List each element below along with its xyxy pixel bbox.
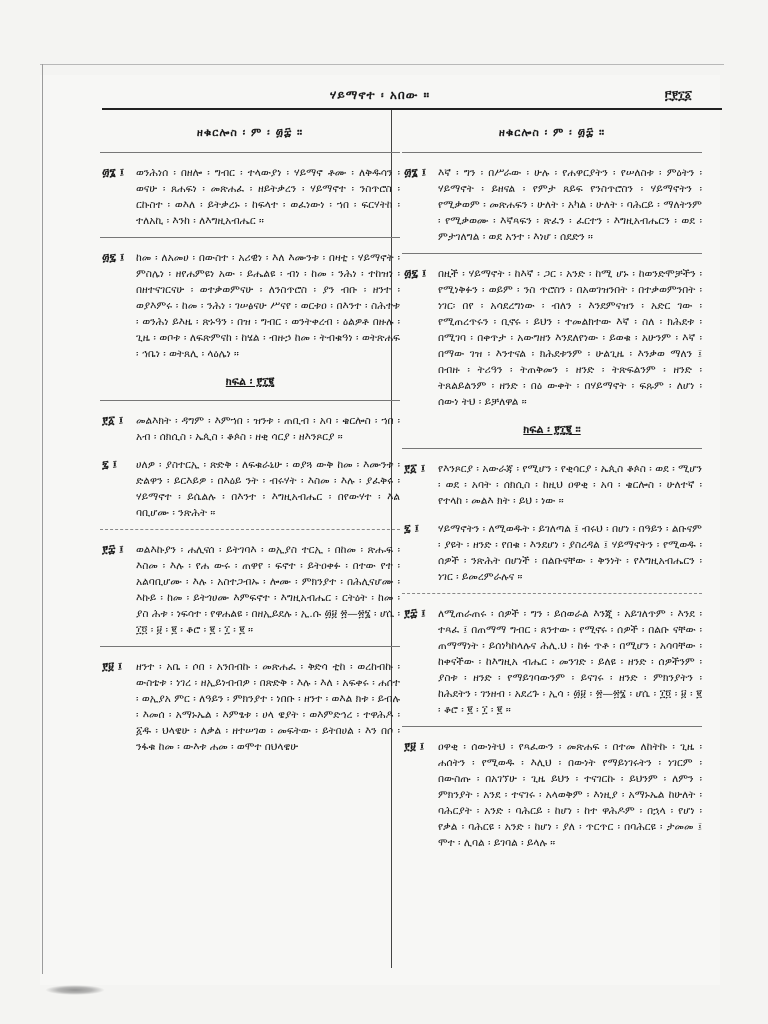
verse-text: ዘንተ ፡ አቤ ፡ ሶበ ፡ አንበብኩ ፡ መጽሐፈ ፡ ቅድሳ ቲከ ፡ ወረከብኩ ፡ ውስቴቱ ፡ ነገረ ፡ ዘኢይነብብዎ ፡ በጽድቅ ፡ እሉ ፡ እለ ፡ አፍቀሩ ፡ ሐሰተ ፡ ወኢያአ ምር ፡ ለዓይን ፡ ምክንያተ ፡ ነበቡ ፡ ዘንተ ፡ ወእል ክቱ ፡ ይብሉ ፡ እመሰ ፡ አማኑኤል ፡ እምፄቱ ፡ ሀላ ዌያት ፡ ወእምድኅረ ፡ ተዋሕዶ ፡ ፩ዱ ፡ ህላዌሁ ፡ ለቃል ፡ ዘተሠገወ ፡ መፍትው ፡ ይትበሀል ፡ እን በሶ ፡ ንፋቁ ከመ ፡ ውእቱ ሐመ ፡ ወሞተ በህላዌሁ (136, 661, 400, 753)
verse (402, 606, 702, 718)
verse-text: እኛ ፡ ግን ፡ በሥራው ፡ ሁሉ ፡ የሐዋርያትን ፡ የሠለስቱ ፡ ምዕትን ፡ ሃይማኖት ፡ ይዘናል ፡ የምታ ጸይፍ የንስጥሮስን ፡ ሃይማኖትን ፡ የሚቃወም ፡ መጽሐፍን ፡ ሁለት ፡ አካል ፡ ሁለት ፡ ባሕርይ ፡ ማለትንም ፡ የሚቃወሙ ፡ እኛጻፍን ፡ ጽፈን ፡ ፈርተን ፡ እግዚአብሔርን ፡ ወደ ፡ ምታገለግል ፡ ወደ አንተ ፡ እነሆ ፡ ሰደድን ። (438, 167, 702, 243)
verse-rule (100, 529, 400, 530)
verse-number: ፯ ፤ (404, 522, 420, 535)
verse (100, 165, 400, 229)
verse-text: ወልእኩያን ፡ ሐሊናሰ ፡ ይትገባእ ፡ ወኢያስ ተርኢ ፡ በከመ ፡ ጽሑፍ ፡ እስመ ፡ እሉ ፡ የሐ ውሩ ፡ ጠዋየ ፡ ፍኖተ ፡ ይትዐቀፉ ፡ በተው የተ ፡ አልባቢሆሙ ፡ እሉ ፡ አስተጋብኡ ፡ ሎሙ ፡ ምክንያተ ፡ በሕሊናሆሙ ፡ እኩይ ፡ ከመ ፡ ይትጎሀሙ እምፍኖተ ፡ እግዚአብሔር ፡ ርትዕት ፡ ከመ ፡ ያስ ሕቱ ፡ ነፍሳተ ፡ የዋሐልዩ ፡ በዘኢይደሉ ፡ ኢ.ሱ ፴፱ ፳—፳፮ ፡ ሆሴ ፡ ፲፬ ፡ ፱ ፡ ፪ ፡ ቆሮ ፡ ፪ ፡ ፲ ፡ ፪ ። (136, 544, 400, 636)
verse-text: መልእክት ፡ ዳግም ፡ እምኀበ ፡ ዝንቱ ፡ ጠቢብ ፡ አባ ፡ ቄርሎስ ፡ ኀበ ፡ አብ ፡ ሰክሲስ ፡ ኤጲስ ፡ ቆጶስ ፡ ዘቂ ሳርያ ፡ ዘእንጾርያ ። (136, 415, 400, 443)
verse-text: ሀለዎ ፡ ያስተርኢ ፡ ጽድቅ ፡ ለፍቁራኒሁ ፡ ወያጓ ውቅ ከመ ፡ እሙንቱ ፡ ድልዋን ፡ ይርእይዎ ፡ በእዕይ ንት ፡ ብሩሃት ፡ እስመ ፡ እሉ ፡ ያፈቅሩ ፡ ሃይማኖተ ፡ ይሴልሉ ፡ በእንተ ፡ እግዚአብሔር ፡ በየውሃተ ፡ እል ባቢሆሙ ፡ ንጽሕት ። (136, 459, 400, 519)
left-column (100, 110, 400, 755)
verse (100, 413, 400, 445)
verse-number: ፴፯ ፤ (102, 251, 125, 264)
verse (100, 457, 400, 521)
verse-number: ፻፱ ፤ (102, 660, 123, 673)
verse-text: ለሚጠራጠሩ ፡ ሰዎች ፡ ግን ፡ ይሰወራል እንጂ ፡ አይገለጥም ፡ እንደ ፡ ተጻፈ ፤ በጠማማ ግብር ፡ ጸንተው ፡ የሚኖሩ ፡ ሰዎች ፡ በልቡ ናቸው ፡ ጠማማነት ፡ ይሰነካከላሉና ሕሊ.ህ ፡ ከፉ ጥቶ ፡ በሚሆን ፡ አሳባቸው ፡ ከቀናችው ፡ ከእግዚአ ብሔር ፡ መንገድ ፡ ይለዩ ፡ ዘንድ ፡ ሰዎችንም ፡ ያስቱ ፡ ዘንድ ፡ የማይገባውንም ፡ ይናገሩ ፡ ዘንድ ፡ ምክንያትን ፡ ከሕደትን ፡ ገንዘብ ፡ አደረጉ ፡ ኢሳ ፡ ፴፱ ፡ ፳—፳፮ ፡ ሆሴ ፡ ፲፬ ፡ ፱ ፡ ፪ ፡ ቆሮ ፡ ፪ ፡ ፲ ፡ ፪ ። (438, 608, 702, 716)
verse-number: ፴፮ ፤ (404, 166, 427, 179)
verse-rule (100, 646, 400, 647)
verse-number: ፻፩ ፤ (404, 462, 426, 475)
verse-number: ፻፱ ፤ (404, 740, 425, 753)
verse-text: ወንሕነሰ ፡ በዘሎ ፡ ግብር ፡ ተላውያነ ፡ ሃይማኖ ቶሙ ፡ ለቅዱሳን ፡ ወናሁ ፡ ጸሐፍነ ፡ መጽሐፈ ፡ ዘይትቃረን ፡ ሃይማኖተ ፡ ንስጥሮስ ፡ ርኩስተ ፡ ወእለ ፡ ይትቃረኑ ፡ ከፍላተ ፡ ወፈነውነ ፡ ኀበ ፡ ፍርሃትከ ፡ ተለአኪ ፡ እንከ ፡ ለእግዚአብሔር ። (136, 167, 400, 227)
verse-text: ሃይማኖትን ፡ ለሚወዱት ፡ ይገለጣል ፤ ብሩህ ፡ በሆነ ፡ በዓይን ፡ ልቡናም ፡ ያዩት ፡ ዘንድ ፡ የበቁ ፡ እንደሆነ ፡ ያስረዳል ፤ ሃይማኖትን ፡ የሚወዱ ፡ ሰዎች ፡ ንጽሕት በሆነች ፡ በልቡናቸው ፡ ቅንነት ፡ የእግዚአብሔርን ፡ ነገር ፡ ይመረምራሉና ። (438, 523, 702, 583)
scan-edge-left (42, 64, 43, 974)
verse (100, 542, 400, 638)
verse-number: ፯ ፤ (102, 458, 118, 471)
right-column (402, 110, 702, 851)
scan-edge-top (40, 64, 724, 65)
verse (100, 659, 400, 755)
section-rule (402, 152, 702, 153)
verse (402, 266, 702, 410)
verse-number: ፻፰ ፤ (102, 543, 124, 556)
right-section-title: ዘቁርሎስ ፡ ም ፡ ፴፰ ። (498, 126, 606, 139)
verse-number: ፻፩ ፤ (102, 414, 124, 427)
verse-rule (402, 253, 702, 254)
running-head (60, 88, 700, 108)
verse (402, 739, 702, 851)
chapter-heading: ክፍል ፡ ፻፲፪ (225, 375, 275, 388)
verse (100, 250, 400, 362)
left-section-title: ዘቁርሎስ ፡ ም ፡ ፴፰ ። (196, 126, 304, 139)
verse-text: ዐዋቂ ፡ ሰውነትህ ፡ የጻፈውን ፡ መጽሐፍ ፡ በተመ ለከትኩ ፡ ጊዜ ፡ ሐሰትን ፡ የሚወዱ ፡ እሊህ ፡ በውነት የማይነገሩትን ፡ ነገርም ፡ በውስጡ ፡ በአገኘሁ ፡ ጊዜ ይህን ፡ ተናገርኩ ፡ ይህንም ፡ ለምን ፡ ምክንያት ፡ አንደ ፡ ተናገሩ ፡ አላወቅም ፡ እነዚያ ፡ አማኑኤል ከሁለት ፡ ባሕርያት ፡ አንድ ፡ ባሕርይ ፡ ከሆነ ፡ ከተ ዋሕዶም ፡ በኋላ ፡ የሆነ ፡ የቃል ፡ ባሕርዩ ፡ አንድ ፡ ከሆነ ፡ ያለ ፡ ጥርጥር ፡ በባሕርዩ ፡ ታመመ ፤ ሞተ ፡ ሊባል ፡ ይገባል ፡ ይላሉ ። (438, 741, 702, 849)
verse-number: ፴፮ ፤ (102, 166, 125, 179)
verse (402, 165, 702, 245)
verse-rule (100, 237, 400, 238)
verse (402, 521, 702, 585)
verse (402, 461, 702, 509)
verse-number: ፻፰ ፤ (404, 607, 426, 620)
running-head-title: ሃይማኖተ ፡ አበው ። (329, 88, 431, 102)
section-rule (100, 152, 400, 153)
verse-text: በዚች ፡ ሃይማኖት ፡ ከእኛ ፡ ጋር ፡ አንድ ፡ ከሚ ሆኑ ፡ ከወንድሞቻችን ፡ የሚነቅፉን ፡ ወይም ፡ ንስ ጥሮስን ፡ በአወገዝንበት ፡ በተቃወምንበት ፡ ነገር፡ በየ ፡ አሳደረግነው ፡ ብለን ፡ እንደምናዝን ፡ አድር ገው ፡ የሚጠረጥሩን ፡ ቢኖሩ ፡ ይህን ፡ ተመልክተው እኛ ፡ ስለ ፡ ክሕደቱ ፡ በሚገባ ፡ በቀጥታ ፡ አውግዘን እንደለየነው ፡ ይወቁ ፡ አሁንም ፡ እኛ ፡ በማው ገዝ ፡ እንተናል ፡ ክሕደቱንም ፡ ሁልጊዜ ፡ እንቃወ ማለን ፤ በብዙ ፡ ትሪዓን ፡ ትጠቅመን ፡ ዘንድ ፡ ትጽፍልንም ፡ ዘንድ ፡ ትጸልይልንም ፡ ዘንድ ፡ በዕ ውቀት ፡ በሃይማኖት ፡ ፍጹም ፡ ለሆነ ፡ ሰውነ ትህ ፡ ይቻለዋል ። (438, 268, 702, 408)
chapter-rule (402, 448, 702, 449)
chapter-heading: ክፍል ፡ ፻፲፪ ። (523, 423, 581, 436)
verse-text: የእንጾርያ ፡ አውራጃ ፡ የሚሆን ፡ የቂሳርያ ፡ ኤጲስ ቆጶስ ፡ ወደ ፡ ሚሆን ፡ ወደ ፡ አባት ፡ ሰክሲስ ፡ ከዚህ ዐዋቂ ፡ አባ ፡ ቄርሎስ ፡ ሁለተኛ ፡ የተላከ ፡ መልእ ክት ፡ ይህ ፡ ነው ። (438, 463, 702, 507)
chapter-rule (100, 400, 400, 401)
verse-rule (402, 593, 702, 594)
verse-rule (402, 726, 702, 727)
verse-number: ፴፯ ፤ (404, 267, 427, 280)
verse-text: ከመ ፡ ለአመሀ ፡ በውስተ ፡ አሪዊነ ፡ እለ እሙንቱ ፡ በዛቲ ፡ ሃይማኖት ፡ ምስሌነ ፡ ዘየሐምዩነ አው ፡ ይሔልዩ ፡ ብነ ፡ ከመ ፡ ንሕነ ፡ ተከዝነ ፡ በዘተናገርናሁ ፡ ወተቃወምናሁ ፡ ለንስጥሮስ ፡ ያን ብቡ ፡ ዘንተ ፡ ወያእምሩ ፡ ከመ ፡ ንሕነ ፡ ገሠፅናሁ ሥናየ ፡ ወርቱዐ ፡ በእንተ ፡ ስሕተቱ ፡ ወንሕነ ይእዜ ፡ ጽኑዓን ፡ በዝ ፡ ግብር ፡ ወንትቀረብ ፡ ዕልዎቶ በዙሉ ፡ ጊዜ ፡ ወቦቱ ፡ ለፍጽምናከ ፡ ከሄል ፡ ብዙኃ ከመ ፡ ትብቁዓነ ፡ ወትጽሐፍ ፡ ኅቤነ ፡ ወትጸሊ ፡ ላዕሌነ ። (136, 252, 400, 360)
scan-smudge (45, 985, 105, 995)
page-number: ፫፻፲፩ (664, 88, 692, 102)
